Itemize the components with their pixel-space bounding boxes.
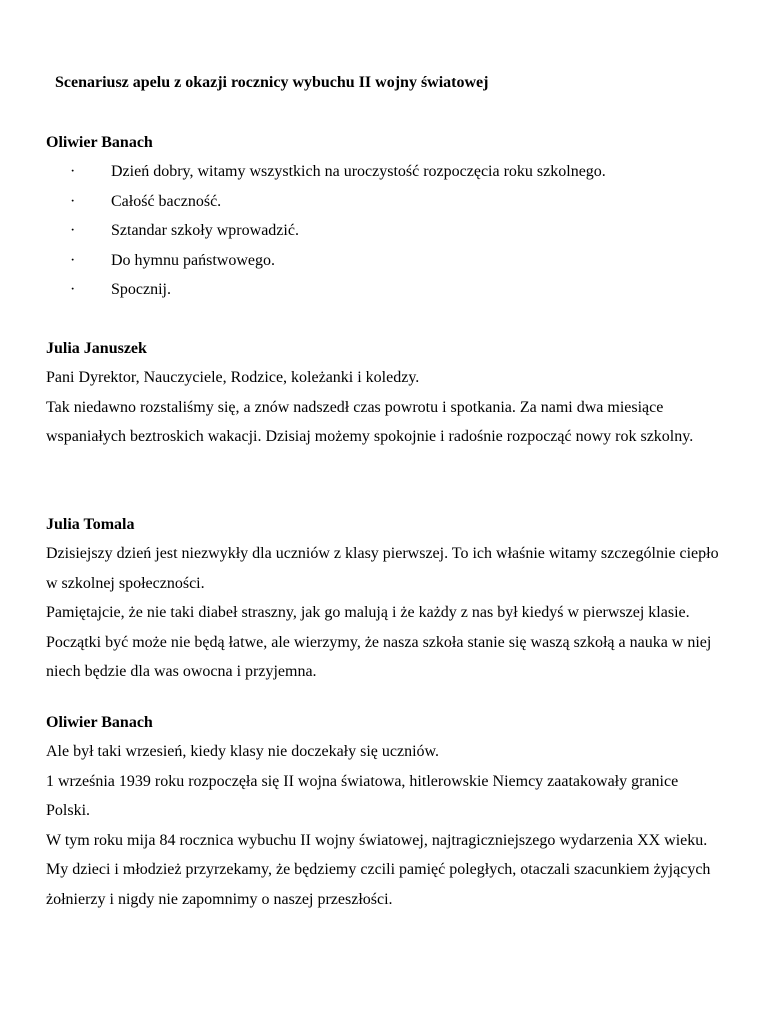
list-item <box>46 157 726 187</box>
list-item-text: Dzień dobry, witamy wszystkich na uroczystość rozpoczęcia roku szkolnego. <box>111 163 606 180</box>
document-title: Scenariusz apelu z okazji rocznicy wybuchu II wojny światowej <box>55 74 489 91</box>
list-item <box>46 216 726 246</box>
section-julia-tomala <box>46 510 726 687</box>
paragraph: Tak niedawno rozstaliśmy się, a znów nadszedł czas powrotu i spotkania. Za nami dwa miesiące wspaniałych beztroskich wakacji. Dzisiaj możemy spokojnie i radośnie rozpocząć nowy rok szkolny. <box>46 398 694 445</box>
bullet-icon: · <box>70 222 76 239</box>
paragraph: W tym roku mija 84 rocznica wybuchu II wojny światowej, najtragiczniejszego wydarzenia XX wieku. <box>46 831 708 849</box>
command-list <box>46 157 726 305</box>
section-julia-januszek <box>46 334 726 452</box>
list-item-text: Do hymnu państwowego. <box>111 251 275 269</box>
paragraph: Dzisiejszy dzień jest niezwykły dla uczniów z klasy pierwszej. To ich właśnie witamy szczególnie ciepło w szkolnej społeczności. <box>46 545 719 592</box>
speaker-name: Julia Tomala <box>46 515 135 533</box>
speaker-name: Oliwier Banach <box>46 713 153 731</box>
bullet-icon: · <box>70 251 76 269</box>
list-item <box>46 187 726 217</box>
speaker-name: Julia Januszek <box>46 339 147 357</box>
speaker-name: Oliwier Banach <box>46 133 153 151</box>
list-item <box>46 275 726 305</box>
bullet-icon: · <box>70 192 76 210</box>
paragraph: My dzieci i młodzież przyrzekamy, że będziemy czcili pamięć poległych, otaczali szacunkiem żyjących żołnierzy i nigdy nie zapomnimy o naszej przeszłości. <box>46 861 711 908</box>
list-item-text: Spocznij. <box>111 281 171 298</box>
list-item-text: Sztandar szkoły wprowadzić. <box>111 222 299 239</box>
paragraph: Pani Dyrektor, Nauczyciele, Rodzice, koleżanki i koledzy. <box>46 369 420 386</box>
bullet-icon: · <box>70 281 76 298</box>
paragraph: 1 września 1939 roku rozpoczęła się II wojna światowa, hitlerowskie Niemcy zaatakowały granice Polski. <box>46 772 679 819</box>
list-item-text: Całość baczność. <box>111 192 222 210</box>
paragraph: Pamiętajcie, że nie taki diabeł straszny, jak go malują i że każdy z nas był kiedyś w pierwszej klasie. Początki być może nie będą łatwe, ale wierzymy, że nasza szkoła stanie się waszą szkołą a nauka w niej niech będzie dla was owocna i przyjemna. <box>46 604 712 680</box>
bullet-icon: · <box>70 163 76 180</box>
section-oliwier-banach-closing <box>46 708 726 915</box>
paragraph: Ale był taki wrzesień, kiedy klasy nie doczekały się uczniów. <box>46 743 440 760</box>
list-item <box>46 246 726 276</box>
section-oliwier-banach-opening <box>46 128 726 305</box>
